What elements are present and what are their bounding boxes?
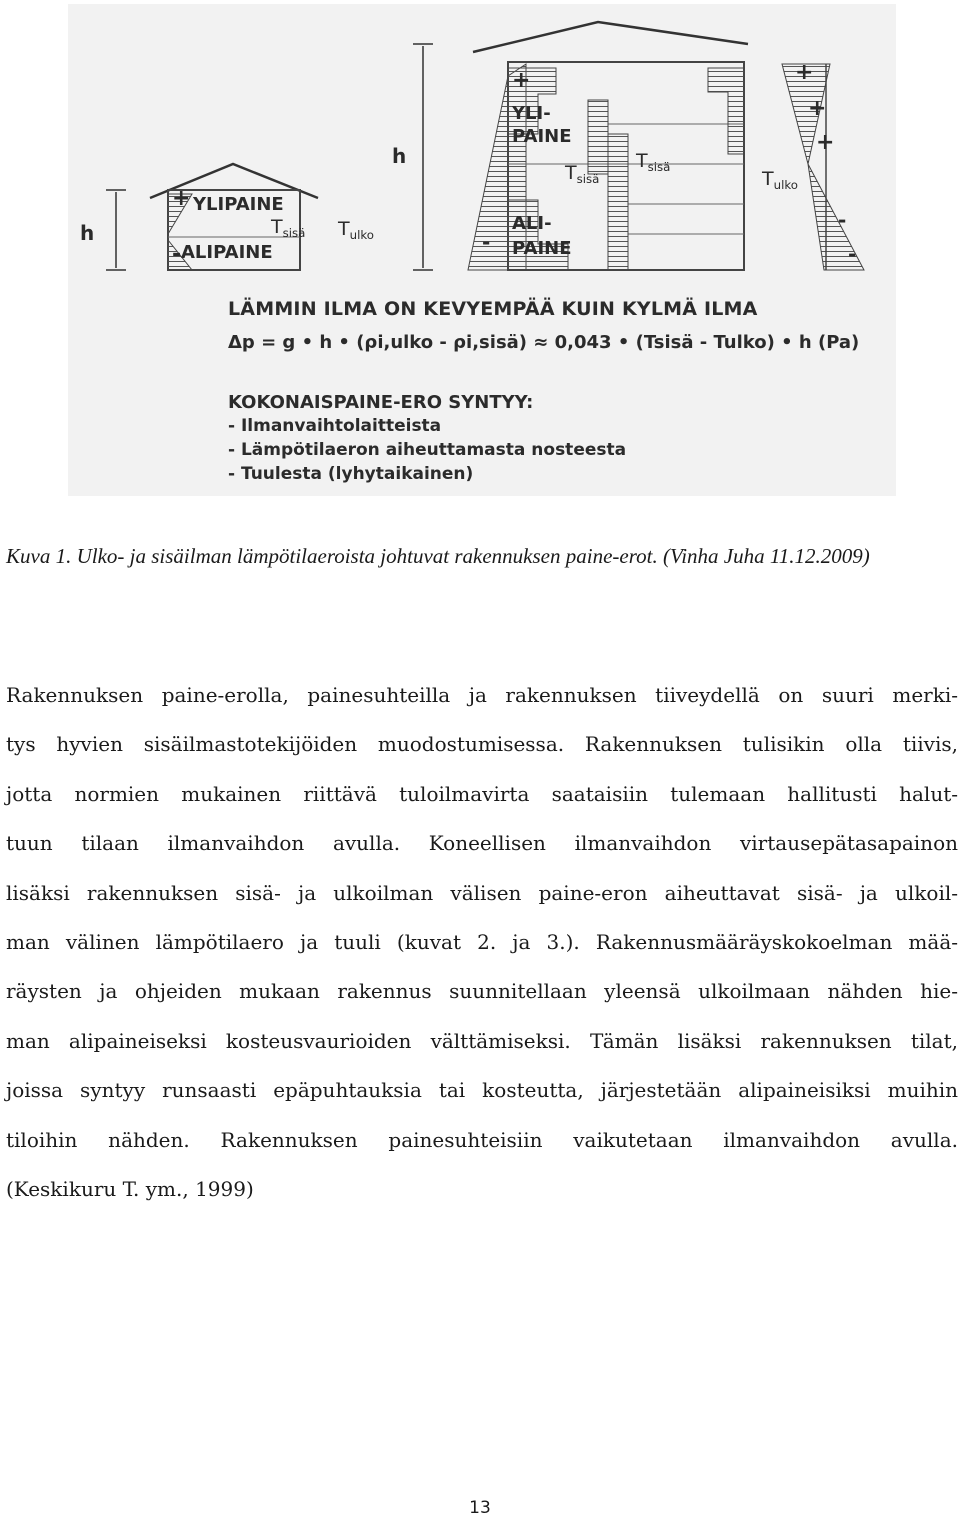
figure-heading: LÄMMIN ILMA ON KEVYEMPÄÄ KUIN KYLMÄ ILMA (228, 298, 758, 320)
paragraph-line: lisäksi rakennuksen sisä- ja ulkoilman välisen paine-eron aiheuttavat sisä- ja ulkoil- (6, 880, 958, 905)
paragraph-line: tys hyvien sisäilmastotekijöiden muodostumisessa. Rakennuksen tulisikin olla tiivis, (6, 732, 958, 757)
ali-label: ALI- (512, 213, 552, 234)
height-arrow-right (413, 44, 433, 270)
height-label-left: h (80, 221, 95, 245)
minus-sign: - (838, 208, 847, 232)
paine-label-top: PAINE (512, 126, 572, 147)
plus-sign: + (795, 60, 814, 85)
paragraph-line: joissa syntyy runsaasti epäpuhtauksia tai kosteutta, järjestetään alipaineisiksi muihin (6, 1078, 958, 1103)
outdoor-pressure-profile (782, 60, 864, 270)
body-paragraph (6, 671, 958, 1214)
figure-bullet: - Tuulesta (lyhytaikainen) (228, 464, 474, 484)
paragraph-line: räysten ja ohjeiden mukaan rakennus suunnitellaan yleensä ulkoilmaan nähden hie- (6, 979, 958, 1004)
tall-building (468, 22, 748, 270)
height-arrow-left (106, 190, 126, 270)
paragraph-line: Rakennuksen paine-erolla, painesuhteilla ja rakennuksen tiiveydellä on suuri merki- (6, 683, 958, 707)
figure-subheading: KOKONAISPAINE-ERO SYNTYY: (228, 392, 534, 413)
t-sisa-label-2: $T_{sisä}$ (636, 150, 671, 175)
minus-sign: - (482, 230, 491, 254)
ylipaine-label: YLIPAINE (193, 194, 284, 215)
t-ulko-label-small: $T_{ulko}$ (338, 218, 374, 243)
figure-bullet: - Ilmanvaihtolaitteista (228, 416, 442, 436)
height-label-right: h (392, 144, 407, 168)
alipaine-label: ALIPAINE (181, 242, 273, 263)
t-sisa-label-1: $T_{sisä}$ (565, 162, 600, 187)
plus-sign: + (512, 68, 531, 93)
page-number: 13 (469, 1498, 491, 1518)
plus-sign: + (816, 130, 835, 155)
pressure-diagram-figure (68, 4, 896, 496)
paine-label-bottom: PAINE (512, 238, 572, 259)
minus-sign: - (172, 242, 182, 267)
t-sisa-label-small: $T_{sisä}$ (271, 216, 306, 241)
yli-label: YLI- (512, 103, 551, 124)
minus-sign: - (848, 242, 857, 266)
paragraph-line: man alipaineiseksi kosteusvaurioiden välttämiseksi. Tämän lisäksi rakennuksen tilat, (6, 1028, 958, 1053)
paragraph-line: tuun tilaan ilmanvaihdon avulla. Koneellisen ilmanvaihdon virtausepätasapainon (6, 831, 958, 856)
paragraph-line: jotta normien mukainen riittävä tuloilmavirta saataisiin tulemaan hallitusti halut- (6, 781, 958, 806)
paragraph-line: (Keskikuru T. ym., 1999) (6, 1176, 254, 1201)
paragraph-line: man välinen lämpötilaero ja tuuli (kuvat 2. ja 3.). Rakennusmääräyskokoelman mää- (6, 929, 958, 954)
paragraph-line: tiloihin nähden. Rakennuksen painesuhteisiin vaikutetaan ilmanvaihdon avulla. (6, 1127, 958, 1152)
figure-bullet: - Lämpötilaeron aiheuttamasta nosteesta (228, 440, 627, 460)
plus-sign: + (172, 186, 191, 211)
figure-caption: Kuva 1. Ulko- ja sisäilman lämpötilaeroista johtuvat rakennuksen paine-erot. (Vinha Juha 11.12.2009) (6, 544, 870, 568)
t-ulko-label: $T_{ulko}$ (762, 168, 798, 193)
figure-formula: Δp = g • h • (ρi,ulko - ρi,sisä) ≈ 0,043 • (Tsisä - Tulko) • h (Pa) (228, 332, 860, 353)
plus-sign: + (808, 96, 827, 121)
